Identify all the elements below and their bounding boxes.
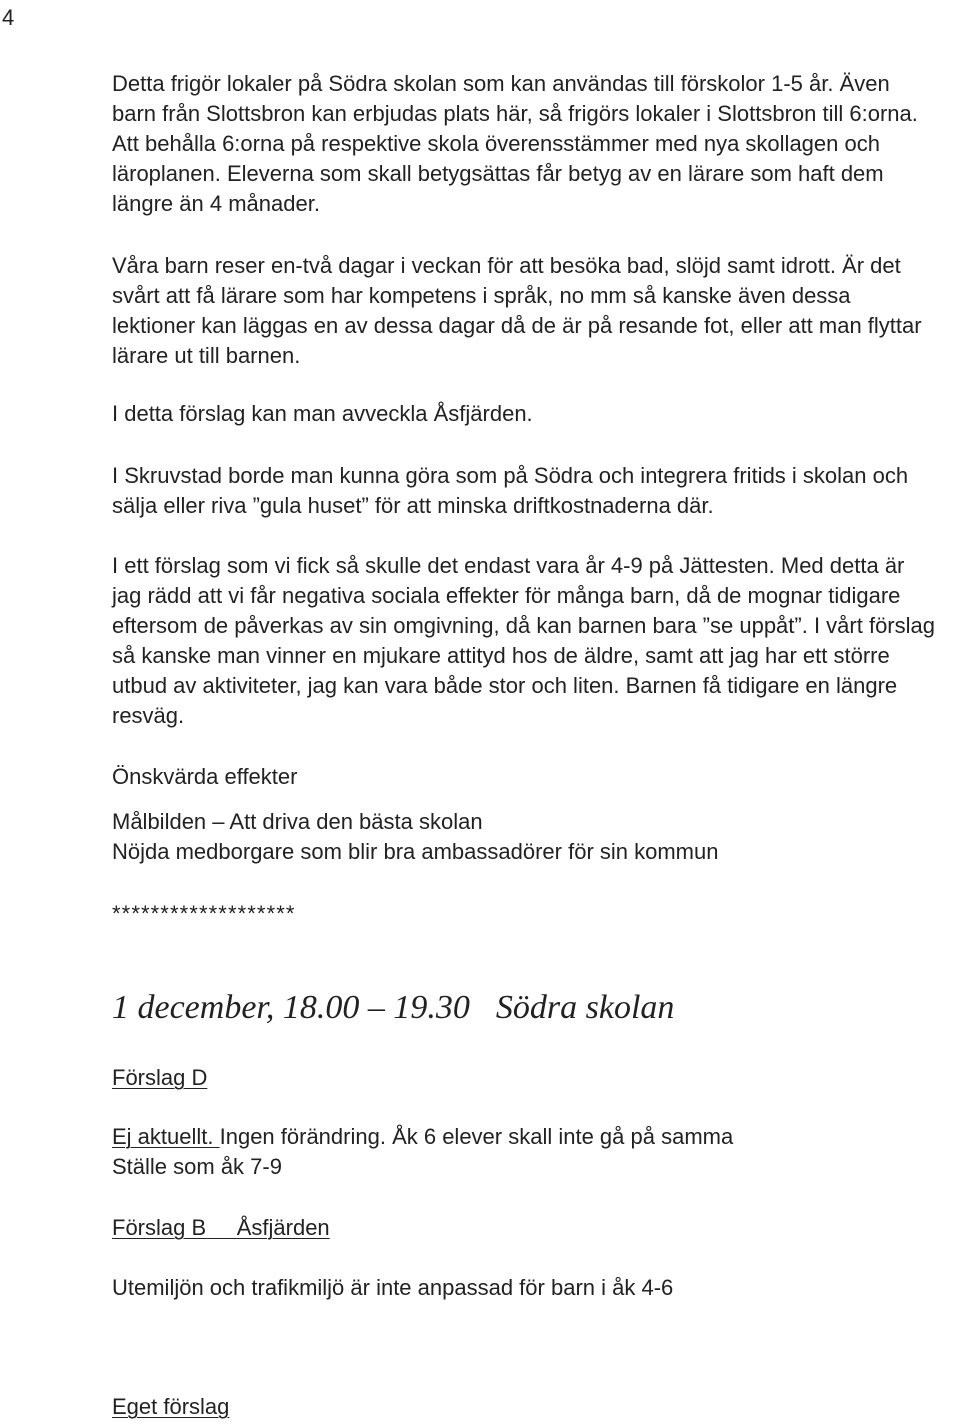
- proposal-b-heading-group: [112, 1215, 330, 1240]
- effects-heading: Önskvärda effekter: [112, 764, 298, 789]
- paragraph-line: I ett förslag som vi fick så skulle det endast vara år 4-9 på Jättesten. Med detta är: [112, 553, 905, 578]
- effect-item: Nöjda medborgare som blir bra ambassadörer för sin kommun: [112, 839, 719, 864]
- paragraph-line: jag rädd att vi får negativa sociala effekter för många barn, då de mognar tidigare: [112, 583, 901, 608]
- paragraph-line: eftersom de påverkas av sin omgivning, då kan barnen bara ”se uppåt”. I vårt förslag: [112, 613, 935, 638]
- meeting-date-time: 1 december, 18.00 – 19.30: [112, 989, 470, 1026]
- proposal-d-description: Ingen förändring. Åk 6 elever skall inte gå på samma: [219, 1124, 734, 1149]
- proposal-b-text: [112, 1273, 673, 1303]
- proposal-b-section: [112, 1213, 330, 1243]
- proposal-b-place: Åsfjärden: [236, 1215, 330, 1240]
- paragraph-travel-days: [112, 251, 922, 371]
- meeting-heading: [112, 986, 674, 1030]
- proposal-b-note: Utemiljön och trafikmiljö är inte anpassad för barn i åk 4-6: [112, 1275, 674, 1300]
- meeting-location: Södra skolan: [495, 989, 675, 1026]
- separator-block: [112, 899, 296, 929]
- proposal-d-text: [112, 1122, 733, 1182]
- paragraph-line: utbud av aktiviteter, jag kan vara både stor och liten. Barnen få tidigare en längre: [112, 673, 898, 698]
- effect-item: Målbilden – Att driva den bästa skolan: [112, 809, 483, 834]
- paragraph-jattesten: [112, 551, 935, 731]
- effects-list: [112, 807, 718, 867]
- own-proposal-section: [112, 1392, 229, 1422]
- proposal-d-status: Ej aktuellt.: [112, 1124, 220, 1149]
- paragraph-line: Detta frigör lokaler på Södra skolan som kan användas till förskolor 1-5 år. Även: [112, 71, 890, 96]
- paragraph-line: Våra barn reser en-två dagar i veckan för att besöka bad, slöjd samt idrott. Är det: [112, 253, 901, 278]
- paragraph-line: svårt att få lärare som har kompetens i språk, no mm så kanske även dessa: [112, 283, 851, 308]
- paragraph-free-premises: [112, 69, 918, 219]
- paragraph-line: så kanske man vinner en mjukare attityd hos de äldre, samt att jag har ett större: [112, 643, 890, 668]
- proposal-d-section: [112, 1063, 207, 1093]
- paragraph-line: lärare ut till barnen.: [112, 343, 301, 368]
- paragraph-line: resväg.: [112, 703, 185, 728]
- proposal-d-description-cont: Ställe som åk 7-9: [112, 1154, 282, 1179]
- proposal-d-heading: Förslag D: [112, 1065, 208, 1090]
- paragraph-line: sälja eller riva ”gula huset” för att minska driftkostnaderna där.: [112, 493, 714, 518]
- proposal-d-line: [112, 1122, 733, 1152]
- paragraph-skruvstad: [112, 461, 908, 521]
- own-proposal-heading: Eget förslag: [112, 1394, 230, 1419]
- effects-section: [112, 762, 297, 792]
- paragraph-line: barn från Slottsbron kan erbjudas plats här, så frigörs lokaler i Slottsbron till 6:orna.: [112, 101, 918, 126]
- paragraph-line: Att behålla 6:orna på respektive skola överensstämmer med nya skollagen och: [112, 131, 880, 156]
- paragraph-line: I Skruvstad borde man kunna göra som på Södra och integrera fritids i skolan och: [112, 463, 909, 488]
- paragraph-close-asfjarden: [112, 399, 533, 429]
- paragraph-line: längre än 4 månader.: [112, 191, 320, 216]
- page-number: 4: [2, 5, 15, 30]
- proposal-b-heading: Förslag B: [112, 1215, 207, 1240]
- paragraph-line: läroplanen. Eleverna som skall betygsättas får betyg av en lärare som haft dem: [112, 161, 884, 186]
- paragraph-line: lektioner kan läggas en av dessa dagar då de är på resande fot, eller att man flyttar: [112, 313, 922, 338]
- paragraph-line: I detta förslag kan man avveckla Åsfjärden.: [112, 401, 533, 426]
- separator-stars: *******************: [112, 901, 296, 926]
